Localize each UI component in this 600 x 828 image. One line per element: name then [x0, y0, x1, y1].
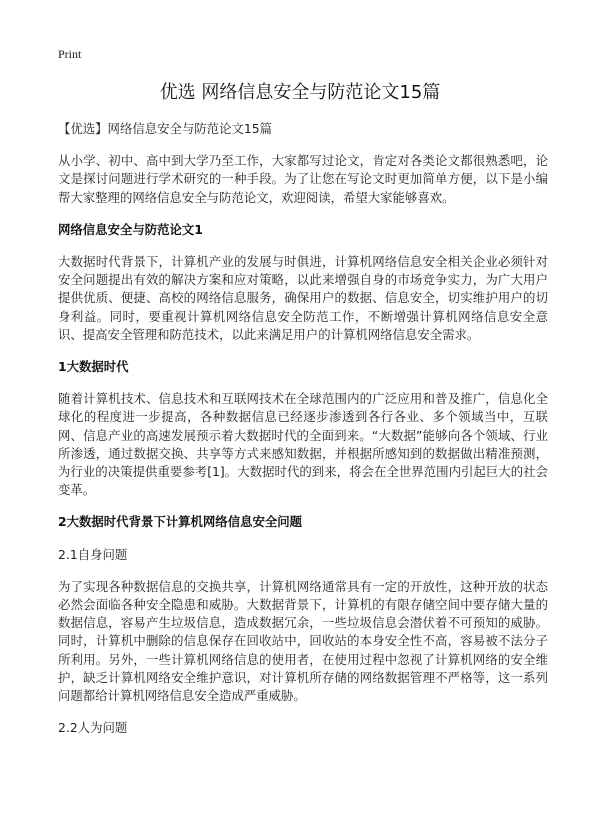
subsection-heading: 2.1自身问题: [58, 546, 128, 562]
paragraph-intro-title: 【优选】网络信息安全与防范论文15篇: [58, 121, 273, 136]
paragraph-intro: 从小学、初中、高中到大学乃至工作，大家都写过论文，肯定对各类论文都很熟悉吧，论文是探讨问题进行学术研究的一种手段。为了让您在写论文时更加简单方便，以下是小编帮大家整理的网络信息安全与防范论文，欢迎阅读，希望大家能够喜欢。: [58, 153, 548, 205]
print-link[interactable]: Print: [58, 47, 82, 61]
document-body: [58, 120, 548, 751]
paragraph: 随着计算机技术、信息技术和互联网技术在全球范围内的广泛应用和普及推广，信息化全球化的程度进一步提高，各种数据信息已经逐步渗透到各行各业、多个领域当中，互联网、信息产业的高速发展预示着大数据时代的全面到来。“大数据”能够向各个领域、行业所渗透，通过数据交换、共享等方式来感知数据，并根据所感知到的数据做出精准预测，为行业的决策提供重要参考[1]。大数据时代的到来，将会在全世界范围内引起巨大的社会变革。: [58, 391, 548, 498]
paragraph: 为了实现各种数据信息的交换共享，计算机网络通常具有一定的开放性，这种开放的状态必然会面临各种安全隐患和威胁。大数据背景下，计算机的有限存储空间中要存储大量的数据信息，容易产生垃圾信息，造成数据冗余，一些垃圾信息会潜伏着不可预知的威胁。同时，计算机中删除的信息保存在回收站中，回收站的本身安全性不高，容易被不法分子所利用。另外，一些计算机网络信息的使用者，在使用过程中忽视了计算机网络的安全维护，缺乏计算机网络安全维护意识，对计算机所存储的网络数据管理不严格等，这一系列问题都给计算机网络信息安全造成严重威胁。: [58, 578, 548, 704]
section-heading: 2大数据时代背景下计算机网络信息安全问题: [58, 514, 303, 530]
subsection-heading: 2.2人为问题: [58, 720, 128, 736]
section-heading: 网络信息安全与防范论文1: [58, 221, 203, 237]
paragraph: 大数据时代背景下，计算机产业的发展与时俱进，计算机网络信息安全相关企业必须针对安全问题提出有效的解决方案和应对策略，以此来增强自身的市场竞争实力，为广大用户提供优质、便捷、高校的网络信息服务，确保用户的数据、信息安全，切实维护用户的切身利益。同时，要重视计算机网络信息安全防范工作，不断增强计算机网络信息安全意识、提高安全管理和防范技术，以此来满足用户的计算机网络信息安全需求。: [58, 254, 548, 342]
document-title: 优选 网络信息安全与防范论文15篇: [159, 82, 441, 103]
section-heading: 1大数据时代: [58, 359, 129, 375]
